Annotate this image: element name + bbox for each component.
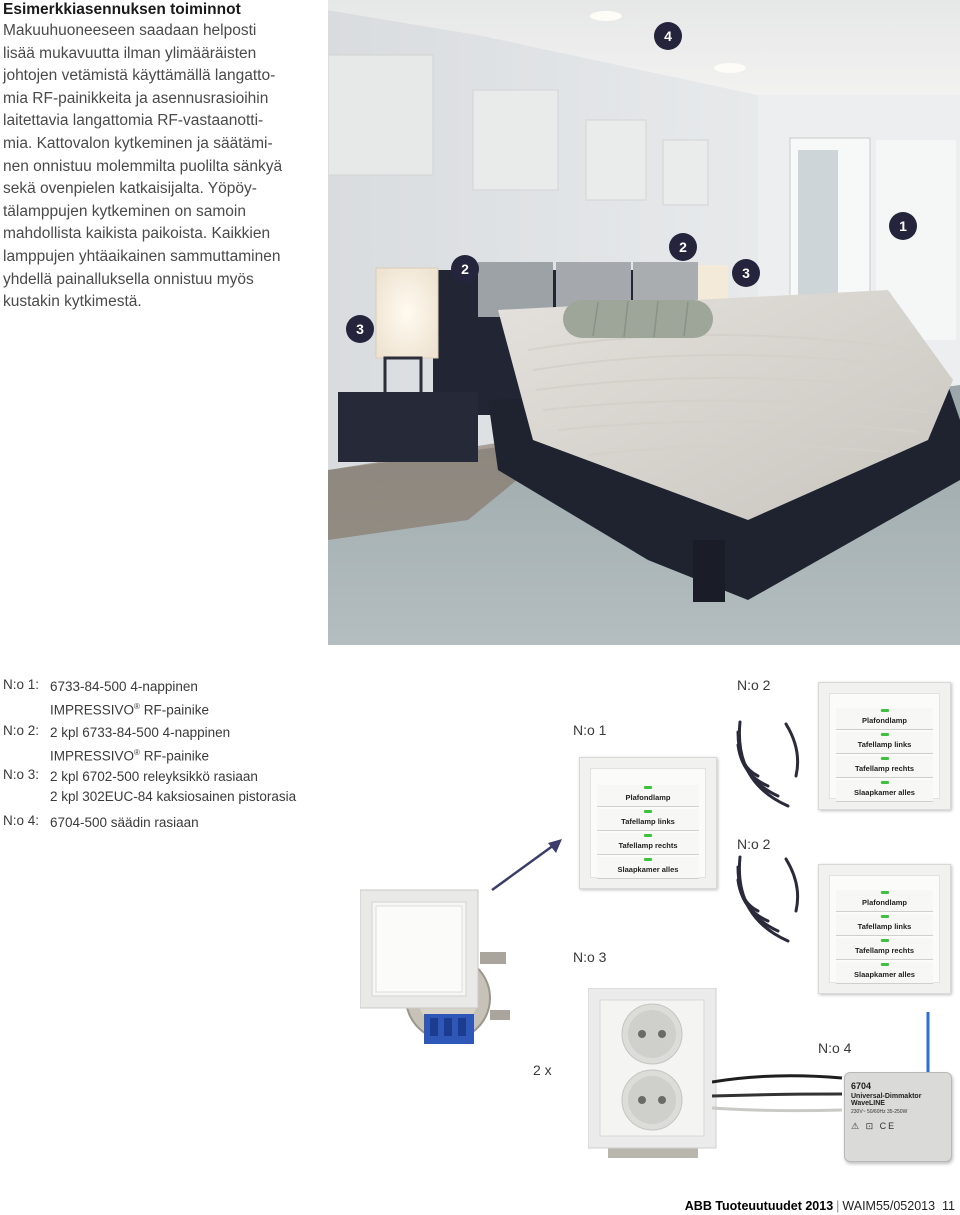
photo-marker-3-right: 3 <box>732 259 760 287</box>
intro-paragraph <box>3 20 318 314</box>
panel-key[interactable] <box>597 809 699 831</box>
intro-line: sekä ovenpielen katkaisijalta. Yöpöy- <box>3 180 257 198</box>
intro-section <box>3 0 318 314</box>
rf-panel-no1 <box>579 757 717 889</box>
light-switch-relay-image <box>360 886 520 1056</box>
dimmer-series: WaveLINE <box>851 1100 885 1107</box>
legend-line <box>50 697 209 721</box>
intro-line: johtojen vetämistä käyttämällä langatto- <box>3 67 276 85</box>
panel-key[interactable] <box>597 857 699 879</box>
registered-mark: ® <box>134 748 140 757</box>
brand-name: IMPRESSIVO <box>50 748 135 764</box>
panel-key-label: Slaapkamer alles <box>854 788 915 797</box>
certification-marks-icon: ⚠ ⊡ CE <box>851 1121 897 1131</box>
label-no1: N:o 1 <box>573 722 607 738</box>
panel-key-label: Plafondlamp <box>625 793 671 802</box>
legend-value <box>50 677 209 721</box>
panel-key[interactable] <box>597 833 699 855</box>
radio-waves-icon-top <box>728 720 808 810</box>
footer-separator: | <box>836 1199 840 1213</box>
panel-key-label: Slaapkamer alles <box>854 970 915 979</box>
legend-line: 2 kpl 6702-500 releyksikkö rasiaan <box>50 769 258 784</box>
dimmer-rating: 230V~ 50/60Hz 35-250W <box>851 1109 908 1115</box>
label-no2-top: N:o 2 <box>737 677 771 693</box>
bedroom-illustration <box>328 0 960 645</box>
radio-waves-icon-bottom <box>728 855 808 945</box>
photo-marker-4: 4 <box>654 22 682 50</box>
intro-line: kustakin kytkimestä. <box>3 293 142 311</box>
legend-value <box>50 723 230 767</box>
panel-key-label: Tafellamp links <box>621 817 675 826</box>
panel-key-label: Tafellamp links <box>857 740 912 749</box>
product-type: RF-painike <box>143 702 209 718</box>
legend-value <box>50 813 199 833</box>
legend-key: N:o 1: <box>3 677 40 692</box>
panel-key[interactable] <box>836 914 933 936</box>
page-number: 11 <box>942 1199 955 1213</box>
legend-key: N:o 4: <box>3 813 40 828</box>
intro-line: Makuuhuoneeseen saadaan helposti <box>3 22 257 39</box>
intro-heading: Esimerkkiasennuksen toiminnot <box>3 1 241 18</box>
legend-key: N:o 3: <box>3 767 40 782</box>
panel-key-label: Tafellamp rechts <box>854 946 915 955</box>
panel-key-label: Tafellamp rechts <box>618 841 678 850</box>
legend-line: 2 kpl 302EUC-84 kaksiosainen pistorasia <box>50 789 297 804</box>
legend-line: 2 kpl 6733-84-500 4-nappinen <box>50 725 231 740</box>
page-footer <box>685 1199 955 1213</box>
panel-key[interactable] <box>836 780 933 802</box>
panel-key[interactable] <box>836 756 933 778</box>
panel-key-label: Plafondlamp <box>861 898 907 907</box>
intro-line: mia. Kattovalon kytkeminen ja säätämi- <box>3 134 273 152</box>
panel-key-label: Plafondlamp <box>861 716 907 725</box>
panel-key[interactable] <box>597 785 699 807</box>
photo-marker-2-right: 2 <box>669 233 697 261</box>
intro-line: lamppujen yhtäaikainen sammuttaminen <box>3 247 281 265</box>
legend-value <box>50 767 296 807</box>
rf-panel-no2-top <box>818 682 951 810</box>
intro-line: laitettavia langattomia RF-vastaanotti- <box>3 112 264 130</box>
panel-key[interactable] <box>836 890 933 912</box>
intro-line: mia RF-painikkeita ja asennusrasioihin <box>3 89 269 107</box>
panel-key-label: Tafellamp links <box>857 922 912 931</box>
rf-panel-no2-bottom <box>818 864 951 994</box>
photo-marker-2-left: 2 <box>451 255 479 283</box>
legend-line: 6733-84-500 4-nappinen <box>50 679 198 694</box>
panel-key[interactable] <box>836 708 933 730</box>
legend-line <box>50 743 230 767</box>
legend-line: 6704-500 säädin rasiaan <box>50 815 199 830</box>
dimmer-module <box>844 1072 952 1162</box>
photo-marker-1: 1 <box>889 212 917 240</box>
label-no3: N:o 3 <box>573 949 607 965</box>
bedroom-photo <box>328 0 960 645</box>
registered-mark: ® <box>134 702 140 711</box>
intro-line: lisää mukavuutta ilman ylimääräisten <box>3 44 257 62</box>
legend-key: N:o 2: <box>3 723 40 738</box>
panel-key[interactable] <box>836 732 933 754</box>
panel-key[interactable] <box>836 938 933 960</box>
brand-name: IMPRESSIVO <box>50 702 135 718</box>
panel-key-label: Slaapkamer alles <box>617 865 679 874</box>
intro-line: nen onnistuu molemmilta puolilta sänkyä <box>3 157 283 175</box>
footer-code: WAIM55/052013 <box>842 1199 936 1213</box>
footer-brand: ABB Tuoteuutuudet 2013 <box>684 1199 834 1213</box>
dimmer-name: Universal-Dimmaktor <box>851 1093 922 1100</box>
intro-line: yhdellä painalluksella onnistuu myös <box>3 270 254 288</box>
count-label: 2 x <box>533 1062 552 1078</box>
panel-key[interactable] <box>836 962 933 984</box>
label-no4: N:o 4 <box>818 1040 852 1056</box>
photo-marker-3-left: 3 <box>346 315 374 343</box>
label-no2-bottom: N:o 2 <box>737 836 771 852</box>
double-socket-image <box>588 988 718 1160</box>
product-type: RF-painike <box>143 748 209 764</box>
dimmer-model: 6704 <box>851 1081 872 1091</box>
intro-line: tälamppujen kytkeminen on samoin <box>3 202 246 220</box>
intro-line: mahdollista kaikista paikoista. Kaikkien <box>3 225 271 243</box>
panel-key-label: Tafellamp rechts <box>854 764 915 773</box>
